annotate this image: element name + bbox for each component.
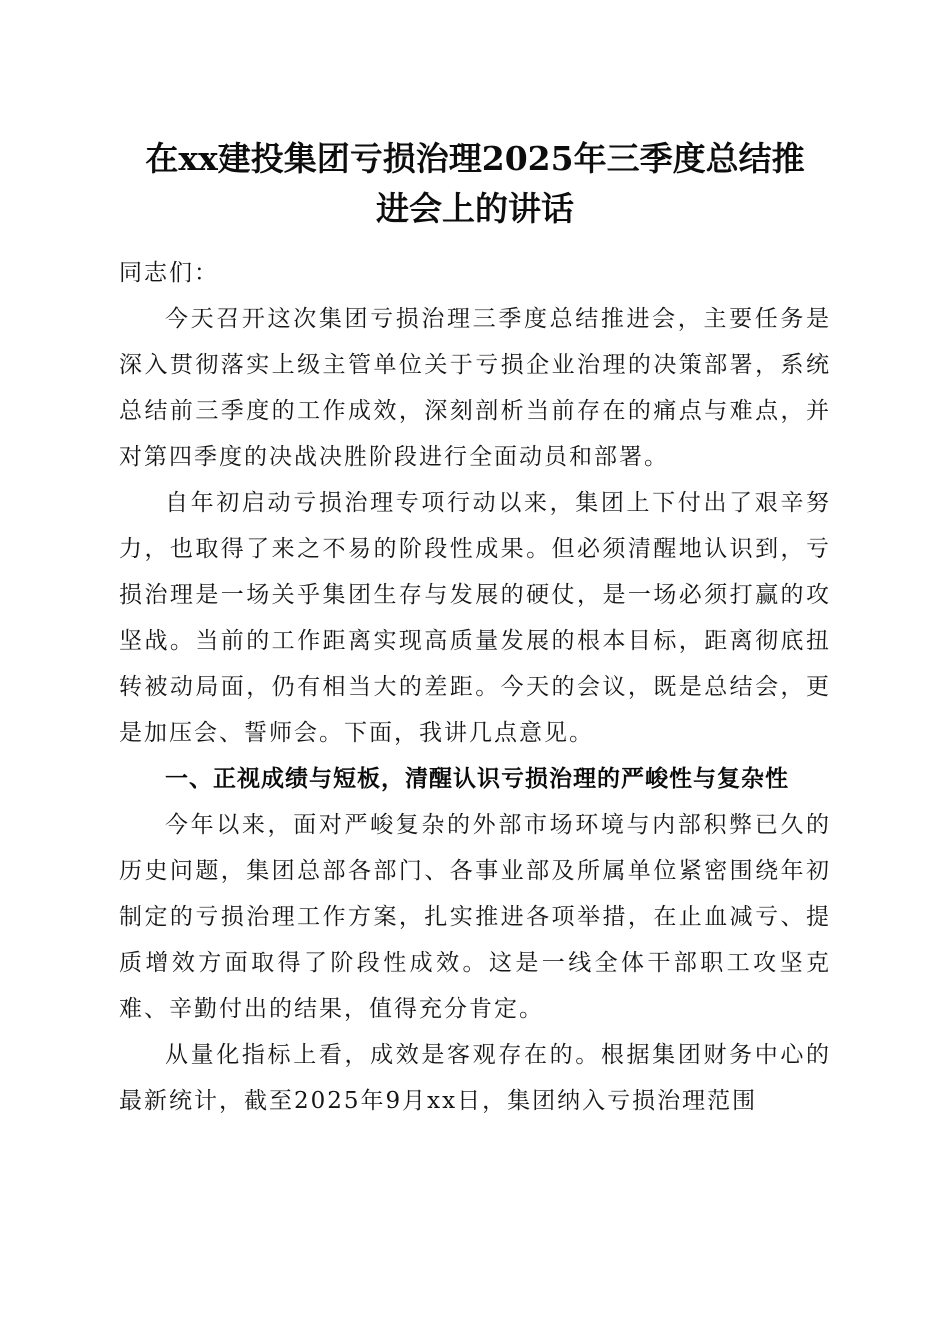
section1-paragraph-1: 今年以来，面对严峻复杂的外部市场环境与内部积弊已久的历史问题，集团总部各部门、各事业部及所属单位紧密围绕年初制定的亏损治理工作方案，扎实推进各项举措，在止血减亏、提质增效方面取得了阶段性成效。这是一线全体干部职工攻坚克难、辛勤付出的结果，值得充分肯定。 [119, 812, 831, 1022]
document-body [119, 248, 831, 1124]
document-title [100, 134, 850, 234]
paragraph-intro: 今天召开这次集团亏损治理三季度总结推进会，主要任务是深入贯彻落实上级主管单位关于亏损企业治理的决策部署，系统总结前三季度的工作成效，深刻剖析当前存在的痛点与难点，并对第四季度的决战决胜阶段进行全面动员和部署。 [119, 306, 831, 470]
section1-paragraph-2: 从量化指标上看，成效是客观存在的。根据集团财务中心的最新统计，截至2025年9月xx日，集团纳入亏损治理范围 [119, 1042, 831, 1114]
paragraph-background: 自年初启动亏损治理专项行动以来，集团上下付出了艰辛努力，也取得了来之不易的阶段性成果。但必须清醒地认识到，亏损治理是一场关乎集团生存与发展的硬仗，是一场必须打赢的攻坚战。当前的工作距离实现高质量发展的根本目标，距离彻底扭转被动局面，仍有相当大的差距。今天的会议，既是总结会，更是加压会、誓师会。下面，我讲几点意见。 [119, 490, 831, 746]
title-line-1: 在xx建投集团亏损治理2025年三季度总结推 [145, 139, 805, 178]
title-line-2: 进会上的讲话 [376, 189, 574, 228]
section-heading-1: 一、正视成绩与短板，清醒认识亏损治理的严峻性与复杂性 [165, 766, 789, 792]
greeting: 同志们： [119, 260, 219, 286]
